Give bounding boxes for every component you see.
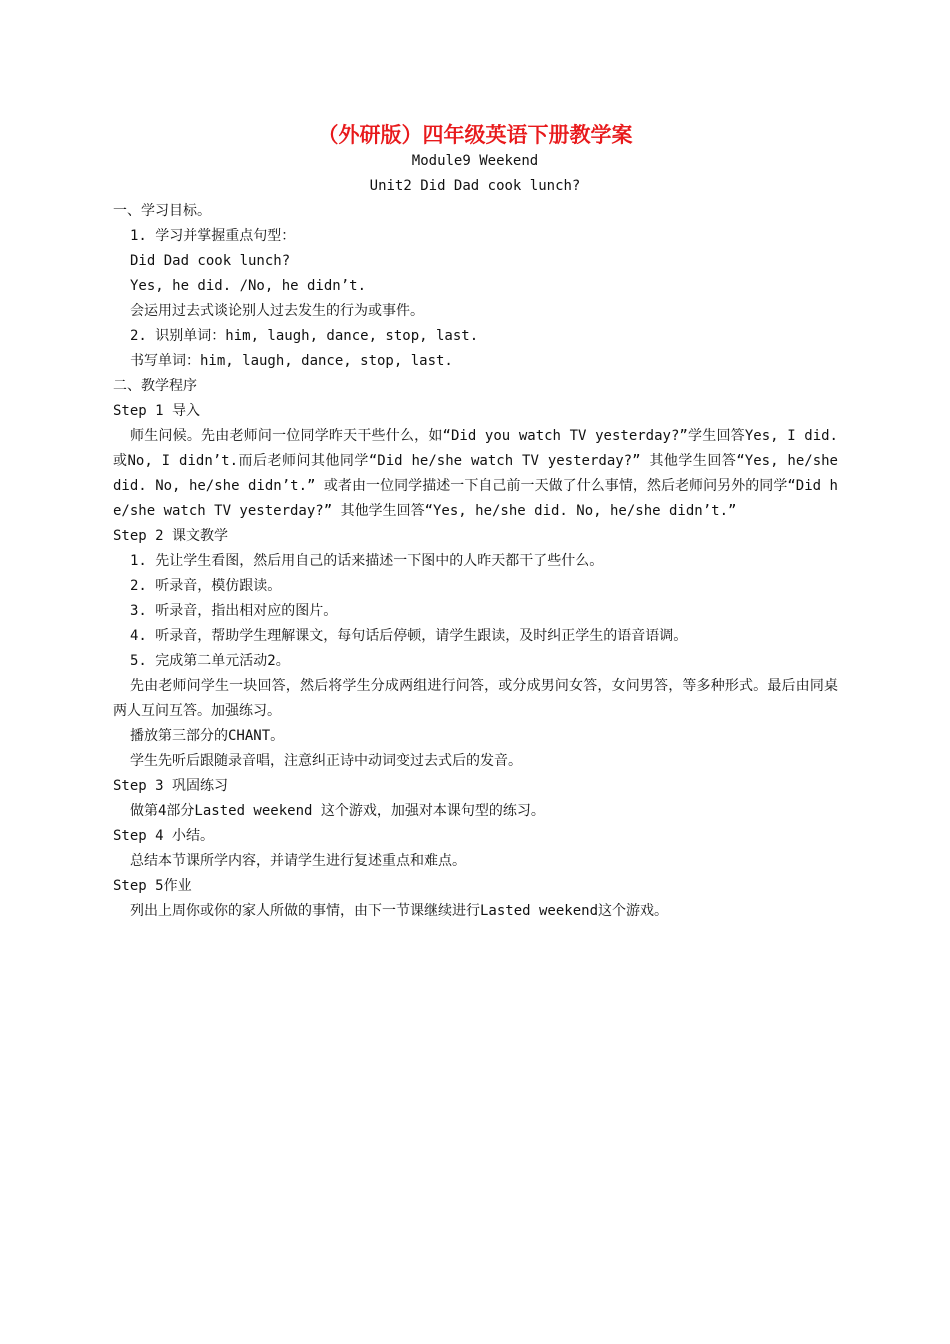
step2-heading: Step 2 课文教学 <box>113 528 229 544</box>
step3-text: 做第4部分Lasted weekend 这个游戏，加强对本课句型的练习。 <box>130 803 545 819</box>
step3-heading: Step 3 巩固练习 <box>113 778 229 794</box>
writing-words: 书写单词：him, laugh, dance, stop, last. <box>130 353 453 369</box>
step5-heading: Step 5作业 <box>113 878 192 894</box>
step4-heading: Step 4 小结。 <box>113 828 215 844</box>
step4-text: 总结本节课所学内容，并请学生进行复述重点和难点。 <box>130 853 466 869</box>
step2-item-4: 4. 听录音，帮助学生理解课文，每句话后停顿，请学生跟读，及时纠正学生的语音语调。 <box>130 628 688 644</box>
section-heading-procedure: 二、教学程序 <box>113 378 197 394</box>
key-sentence-answer: Yes, he did. /No, he didn’t. <box>130 278 367 294</box>
step2-item-3: 3. 听录音，指出相对应的图片。 <box>130 603 338 619</box>
step5-text: 列出上周你或你的家人所做的事情，由下一节课继续进行Lasted weekend这个游戏。 <box>130 903 669 919</box>
objective-note: 会运用过去式谈论别人过去发生的行为或事件。 <box>130 303 424 319</box>
objective-item-1: 1. 学习并掌握重点句型： <box>130 228 296 244</box>
document-title: （外研版）四年级英语下册教学案 <box>317 122 633 147</box>
step2-chant: 播放第三部分的CHANT。 <box>130 728 285 744</box>
step2-item-2: 2. 听录音，模仿跟读。 <box>130 578 282 594</box>
module-subtitle: Module9 Weekend <box>411 153 539 169</box>
step1-heading: Step 1 导入 <box>113 403 201 419</box>
step2-item-1: 1. 先让学生看图，然后用自己的话来描述一下图中的人昨天都干了些什么。 <box>130 553 604 569</box>
step2-paragraph: 先由老师问学生一块回答，然后将学生分成两组进行问答，或分成男问女答，女问男答，等多种形式。最后由同桌两人互问互答。加强练习。 <box>113 678 838 719</box>
objective-item-2: 2. 识别单词：him, laugh, dance, stop, last. <box>130 328 479 344</box>
section-heading-objectives: 一、学习目标。 <box>113 203 211 219</box>
document-body <box>113 199 838 924</box>
step2-listen: 学生先听后跟随录音唱，注意纠正诗中动词变过去式后的发音。 <box>130 753 522 769</box>
step2-item-5: 5. 完成第二单元活动2。 <box>130 653 290 669</box>
key-sentence-question: Did Dad cook lunch? <box>130 253 291 269</box>
unit-subtitle: Unit2 Did Dad cook lunch? <box>369 178 581 194</box>
step1-paragraph: 师生问候。先由老师问一位同学昨天干些什么，如“Did you watch TV yesterday?”学生回答Yes, I did.或No, I didn’t.而后老师问其他同学“Did he/she watch TV yesterday?” 其他学生回答“Yes, he/she did. No, he/she didn’t.” 或者由一位同学描述一下自己前一天做了什么事情，然后老师问另外的同学“Did he/she watch TV yesterday?” 其他学生回答“Yes, he/she did. No, he/she didn’t.” <box>113 428 838 519</box>
